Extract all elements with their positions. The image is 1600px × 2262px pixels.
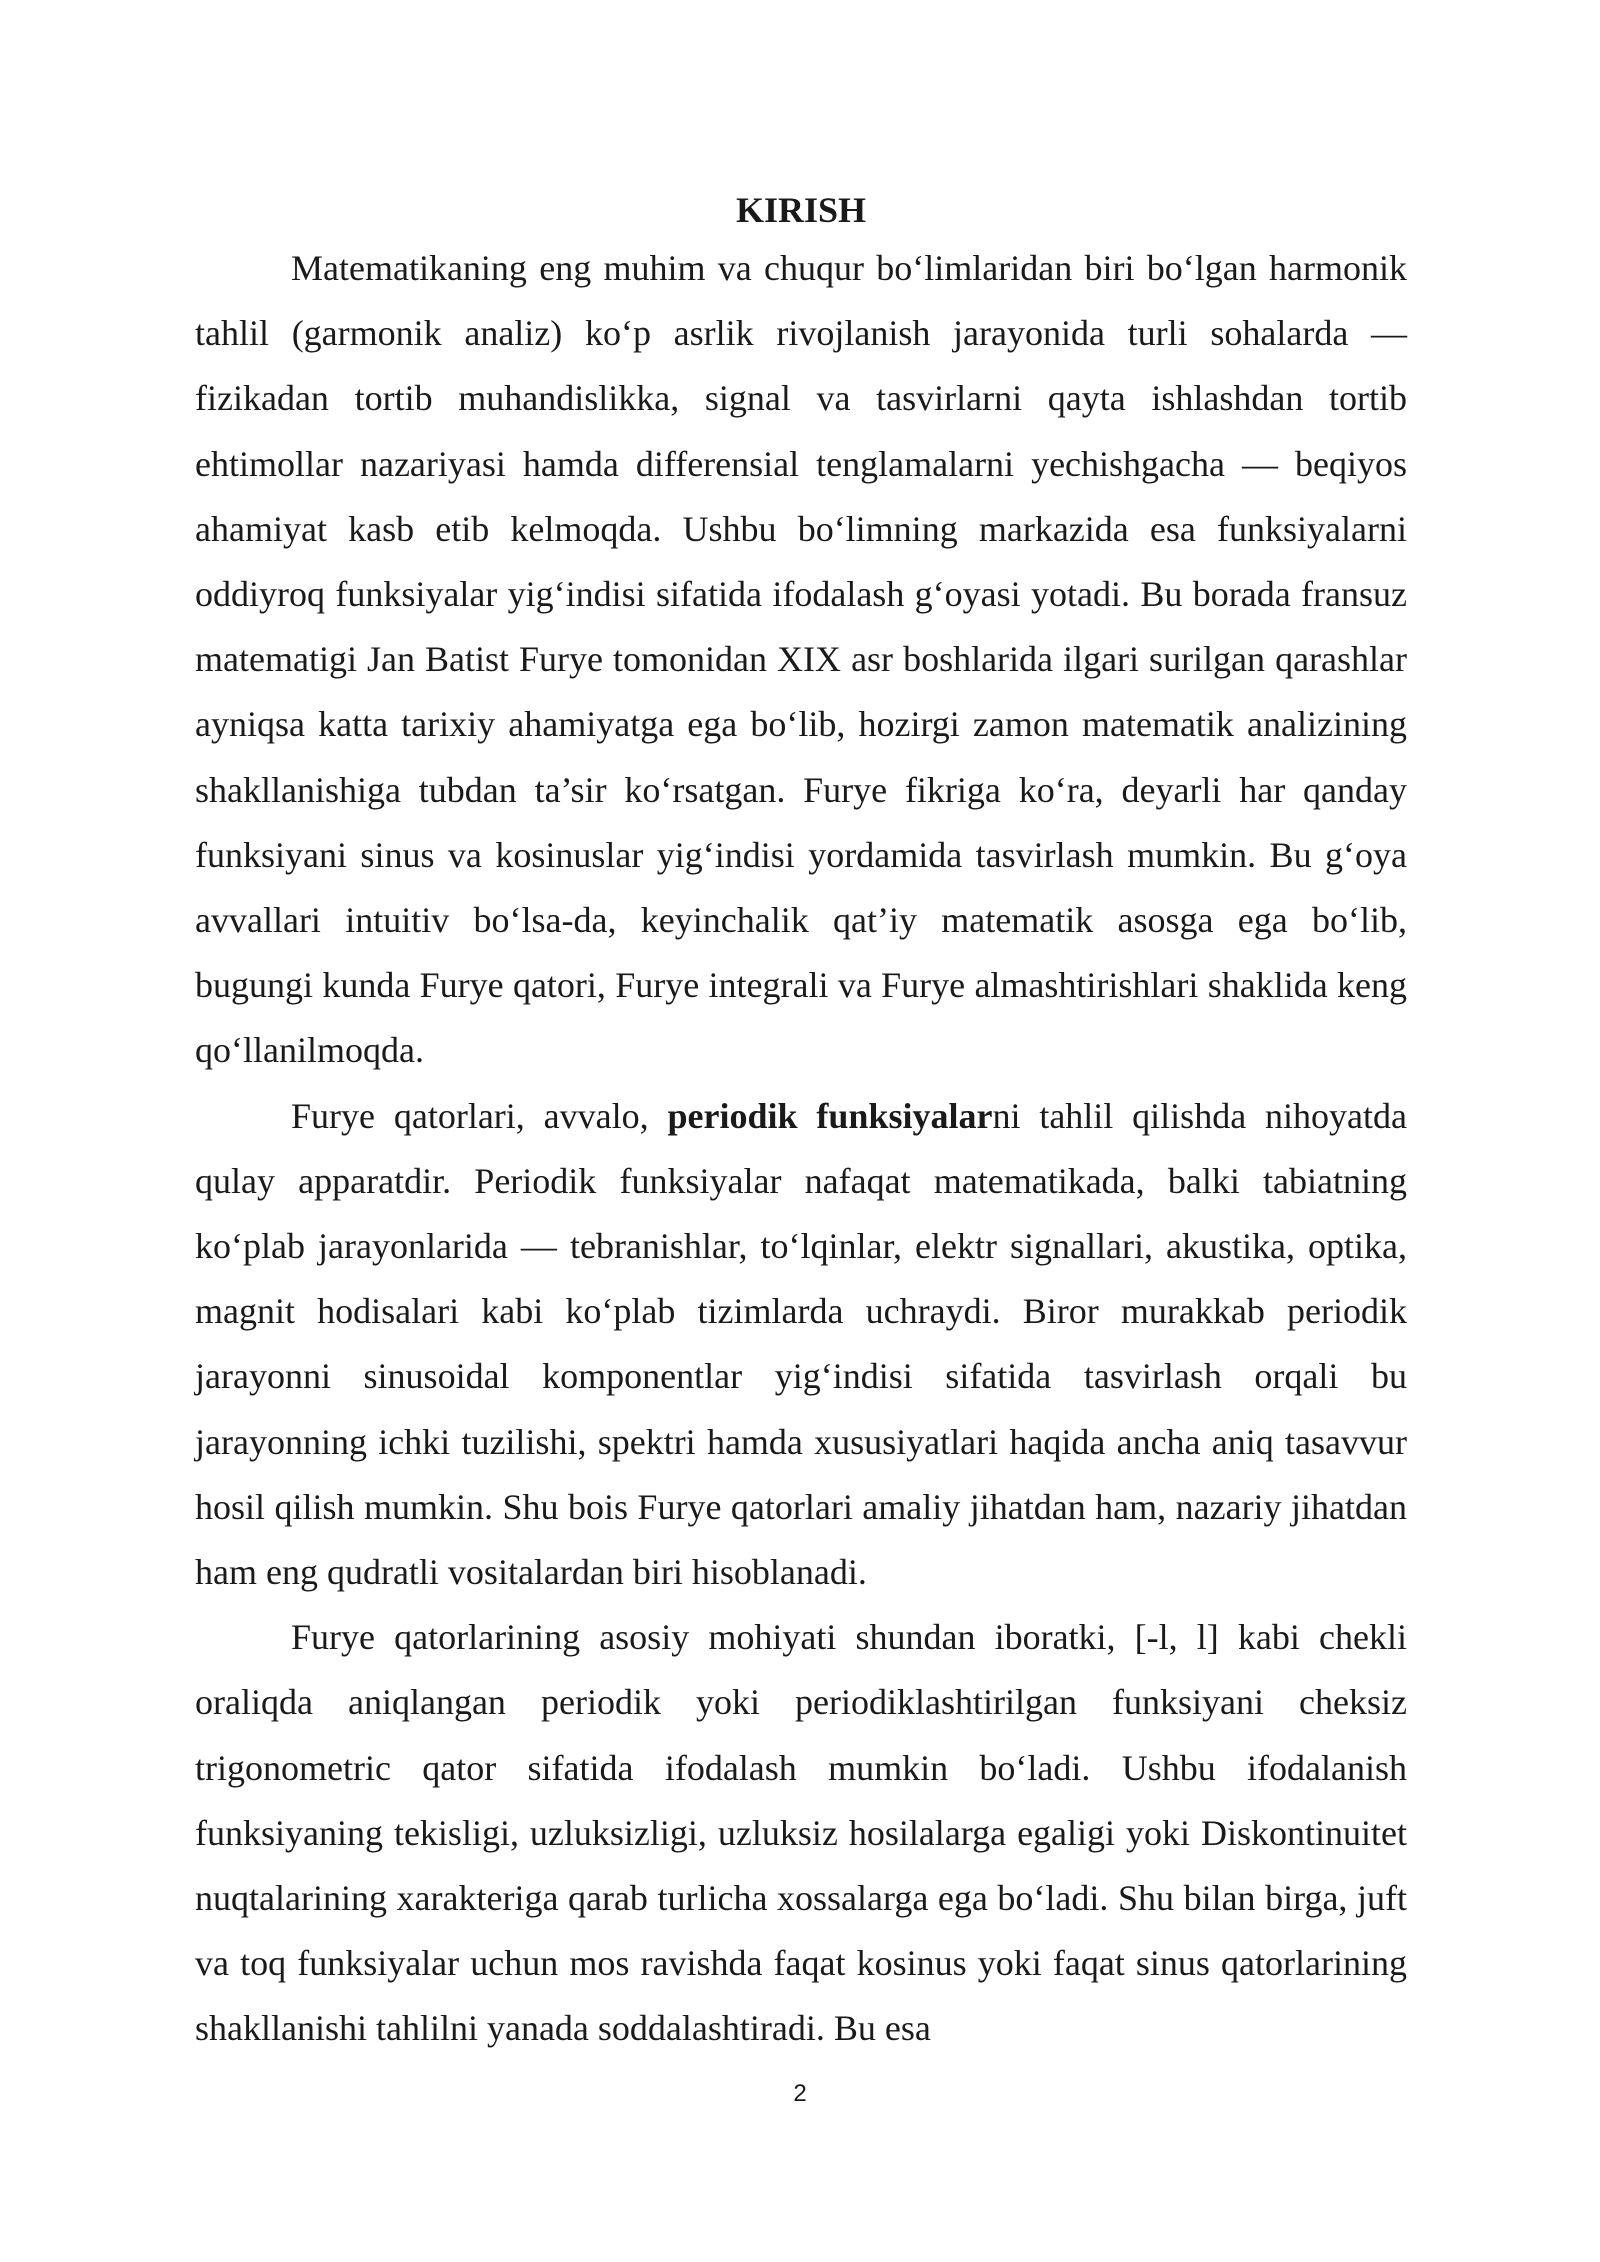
paragraph-periodic-rest: ni tahlil qilishda nihoyatda qulay apparatdir. Periodik funksiyalar nafaqat matematikada, balki tabiatning ko‘plab jarayonlarida — tebranishlar, to‘lqinlar, elektr signallari, akustika, optika, magnit hodisalari kabi ko‘plab tizimlarda uchraydi. Biror murakkab periodik jarayonni sinusoidal komponentlar yig‘indisi sifatida tasvirlash orqali bu jarayonning ichki tuzilishi, spektri hamda xususiyatlari haqida ancha aniq tasavvur hosil qilish mumkin. Shu bois Furye qatorlari amaliy jihatdan ham, nazariy jihatdan ham eng qudratli vositalardan biri hisoblanadi. bbox=[195, 1095, 1408, 1593]
paragraph-periodic bbox=[195, 1084, 1407, 1606]
paragraph-intro: Matematikaning eng muhim va chuqur bo‘limlaridan biri bo‘lgan harmonik tahlil (garmonik analiz) ko‘p asrlik rivojlanish jarayonida turli sohalarda — fizikadan tortib muhandislikka, signal va tasvirlarni qayta ishlashdan tortib ehtimollar nazariyasi hamda differensial tenglamalarni yechishgacha — beqiyos ahamiyat kasb etib kelmoqda. Ushbu bo‘limning markazida esa funksiyalarni oddiyroq funksiyalar yig‘indisi sifatida ifodalash g‘oyasi yotadi. Bu borada fransuz matematigi Jan Batist Furye tomonidan XIX asr boshlarida ilgari surilgan qarashlar ayniqsa katta tarixiy ahamiyatga ega bo‘lib, hozirgi zamon matematik analizining shakllanishiga tubdan ta’sir ko‘rsatgan. Furye fikriga ko‘ra, deyarli har qanday funksiyani sinus va kosinuslar yig‘indisi yordamida tasvirlash mumkin. Bu g‘oya avvallari intuitiv bo‘lsa-da, keyinchalik qat’iy matematik asosga ega bo‘lib, bugungi kunda Furye qatori, Furye integrali va Furye almashtirishlari shaklida keng qo‘llanilmoqda. bbox=[195, 248, 1407, 1071]
document-page bbox=[195, 190, 1407, 2062]
section-title: KIRISH bbox=[735, 190, 867, 230]
paragraph-essence: Furye qatorlarining asosiy mohiyati shundan iboratki, [-l, l] kabi chekli oraliqda aniqlangan periodik yoki periodiklashtirilgan funksiyani cheksiz trigonometric qator sifatida ifodalash mumkin bo‘ladi. Ushbu ifodalanish funksiyaning tekisligi, uzluksizligi, uzluksiz hosilalarga egaligi yoki Diskontinuitet nuqtalarining xarakteriga qarab turlicha xossalarga ega bo‘ladi. Shu bilan birga, juft va toq funksiyalar uchun mos ravishda faqat kosinus yoki faqat sinus qatorlarining shakllanishi tahlilni yanada soddalashtiradi. Bu esa bbox=[195, 1617, 1407, 2049]
bold-term: periodik funksiyalar bbox=[667, 1095, 993, 1136]
page-number: 2 bbox=[793, 2080, 807, 2107]
paragraph-periodic-start: Furye qatorlari, avvalo, bbox=[291, 1095, 668, 1136]
